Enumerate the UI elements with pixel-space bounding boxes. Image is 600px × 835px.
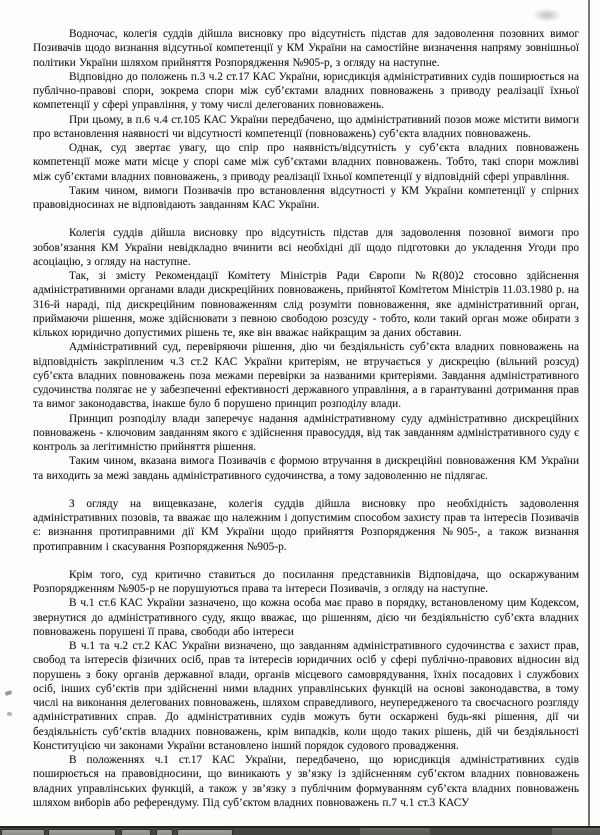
scan-mark-artifact (5, 690, 13, 696)
paragraph: В положеннях ч.1 ст.17 КАС України, передбачено, що юрисдикція адміністративних судів поширюється на правовідносини, що виникають у зв’язку із здійсненням суб’єктом владних повноважень владних управлінських функцій, а також у зв’язку з публічним формуванням суб’єкта владних повноважень шляхом виборів або референдуму. Під суб’єктом владних повноважень п.7 ч.1 ст.3 КАСУ (33, 754, 579, 809)
taskbar-button[interactable] (177, 829, 233, 835)
taskbar-window-highlight[interactable] (360, 828, 430, 835)
taskbar-button[interactable] (48, 829, 116, 835)
paragraph: Таким чином, вказана вимога Позивачів є формою втручання в дискреційні повноваження КМ України та виходить за межі завдань адміністративного судочинства, а тому задоволенню не підлягає. (33, 455, 579, 482)
taskbar-button[interactable] (156, 829, 173, 835)
paragraph: Адміністративний суд, перевіряючи рішення, дію чи бездіяльність суб’єкта владних повноважень на відповідність закріпленим ч.3 ст.2 КАС України критеріям, не втручається у дискрецію (вільний розсуд) суб’єкта владних повноважень поза межами перевірки за названими критеріями. Завдання адміністративного судочинства полягає не у забезпеченні ефективності державного управління, а в гарантуванні дотримання прав та вимог законодавства, інакше було б порушено принцип розподілу влади. (33, 341, 579, 411)
paragraph: Однак, суд звертає увагу, що спір про наявність/відсутність у суб’єкта владних повноважень компетенції може мати місце у спорі саме між суб’єктами владних повноважень. Тобто, такі спори можливі між суб’єктами владних повноважень, з приводу реалізації їхньої компетенції у відповідній сфері управління. (33, 142, 579, 183)
taskbar-button[interactable] (1, 829, 45, 835)
paragraph: Крім того, суд критично ставиться до посилання представників Відповідача, що оскаржуваним Розпорядженням №905-р не порушуються права та інтереси Позивачів, з огляду на наступне. (33, 568, 579, 595)
paragraph: При цьому, в п.6 ч.4 ст.105 КАС України передбачено, що адміністративний позов може містити вимоги про встановлення наявності чи відсутності компетенції (повноважень) суб’єкта владних повноважень. (33, 113, 579, 140)
taskbar-button[interactable] (121, 829, 151, 835)
scan-mark-artifact (7, 711, 13, 716)
scan-edge-line (588, 0, 590, 827)
paragraph: Колегія суддів дійшла висновку про відсутність підстав для задоволення позовної вимоги про зобов’язання КМ України невідкладно вчинити всі необхідні дії щодо підготовки до укладення Угоди про асоціацію, з огляду на наступне. (33, 227, 579, 268)
paragraph: Відповідно до положень п.3 ч.2 ст.17 КАС України, юрисдикція адміністративних судів поширюється на публічно-правові спори, зокрема спори між суб’єктами владних повноважень з приводу реалізації їхньої компетенції у сфері управління, у тому числі делегованих повноважень. (33, 70, 579, 112)
paragraph: В ч.1 ст.6 КАС України зазначено, що кожна особа має право в порядку, встановленому цим Кодексом, звернутися до адміністративного суду, якщо вважає, що рішенням, дією чи бездіяльністю суб’єкта владних повноважень порушені її права, свободи або інтереси (33, 597, 579, 638)
paragraph: Водночас, колегія суддів дійшла висновку про відсутність підстав для задоволення позовних вимог Позивачів щодо визнання відсутньої компетенції у КМ України на самостійне визначення напряму зовнішньої політики України шляхом прийняття Розпорядження №905-р, з огляду на наступне. (33, 28, 579, 69)
paragraph: Таким чином, вимоги Позивачів про встановлення відсутності у КМ України компетенції у спірних правовідносинах не відповідають завданням КАС України. (33, 184, 579, 211)
paragraph: З огляду на вищевказане, колегія суддів дійшла висновку про необхідність задоволення адміністративних позовів, та вважає що належним і допустимим способом захисту прав та інтересів Позивачів є: визнання протиправними дії КМ України щодо прийняття Розпорядження №905-, а також визнання протиправним і скасування Розпорядження №905-р. (33, 497, 579, 553)
taskbar-window-highlight[interactable] (552, 828, 600, 835)
scan-smudge-artifact (532, 8, 562, 22)
paragraph: Так, зі змісту Рекомендації Комітету Міністрів Ради Європи №R(80)2 стосовно здійснення адміністративними органами влади дискреційних повноважень, прийнятої Комітетом Міністрів 11.03.1980 р. на 316-й нараді, під дискреційним повноваженням слід розуміти повноваження, яке адміністративний орган, приймаючи рішення, може здійснювати з певною свободою розсуду - тобто, коли такий орган може обирати з кількох юридично допустимих рішень те, яке він вважає найкращим за даних обставин. (33, 270, 579, 339)
taskbar-partial (0, 826, 600, 835)
paragraph: Принцип розподілу влади заперечує надання адміністративному суду адміністративно дискреційних повноважень - ключовим завданням якого є здійснення правосуддя, від так завданням адміністративного суду є контроль за легітимністю прийняття рішення. (33, 412, 579, 453)
document-text (33, 27, 579, 810)
paragraph: В ч.1 та ч.2 ст.2 КАС України визначено, що завданням адміністративного судочинства є захист прав, свобод та інтересів фізичних осіб, прав та інтересів юридичних осіб у сфері публічно-правових відносин від порушень з боку органів державної влади, органів місцевого самоврядування, їхніх посадових і службових осіб, інших суб’єктів при здійсненні ними владних управлінських функцій на основі законодавства, в тому числі на виконання делегованих повноважень, шляхом справедливого, неупередженого та своєчасного розгляду адміністративних справ. До адміністративних судів можуть бути оскаржені будь-які рішення, дії чи бездіяльність суб’єктів владних повноважень, крім випадків, коли щодо таких рішень, дій чи бездіяльності Конституцією чи законами України встановлено інший порядок судового провадження. (33, 640, 579, 752)
